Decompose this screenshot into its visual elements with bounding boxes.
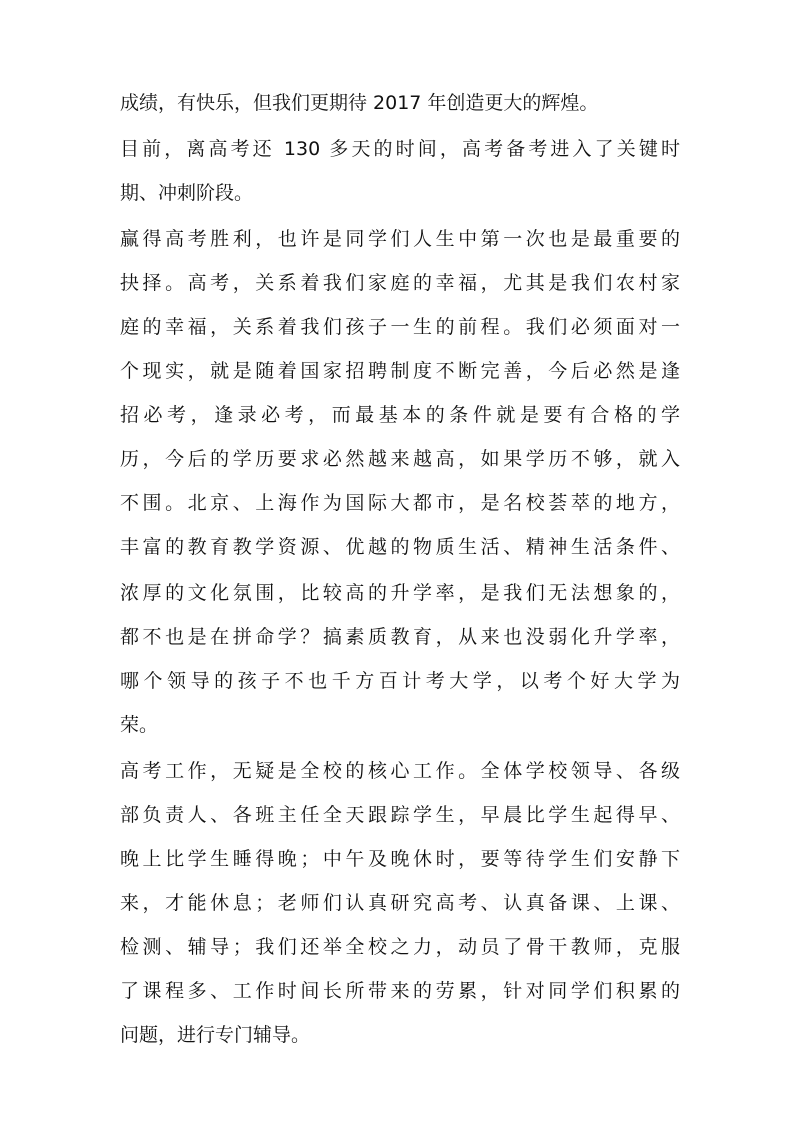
text-line-4: 赢得高考胜利，也许是同学们人生中第一次也是最重要的	[120, 228, 680, 250]
text-line-11: 丰富的教育教学资源、优越的物质生活、精神生活条件、	[120, 536, 680, 558]
text-line-22: 问题，进行专门辅导。	[120, 1024, 311, 1046]
text-line-15: 荣。	[120, 714, 159, 736]
text-line-1: 成绩，有快乐，但我们更期待 2017 年创造更大的辉煌。	[120, 92, 599, 114]
text-line-19: 来，才能休息；老师们认真研究高考、认真备课、上课、	[120, 892, 680, 914]
text-line-10: 不围。北京、上海作为国际大都市，是名校荟萃的地方，	[120, 492, 680, 514]
text-line-17: 部负责人、各班主任全天跟踪学生，早晨比学生起得早、	[120, 804, 680, 826]
text-line-5: 抉择。高考，关系着我们家庭的幸福，尤其是我们农村家	[120, 272, 680, 294]
text-line-21: 了课程多、工作时间长所带来的劳累，针对同学们积累的	[120, 980, 680, 1002]
text-line-9: 历，今后的学历要求必然越来越高，如果学历不够，就入	[120, 448, 680, 470]
text-line-20: 检测、辅导；我们还举全校之力，动员了骨干教师，克服	[120, 936, 680, 958]
text-line-7: 个现实，就是随着国家招聘制度不断完善，今后必然是逢	[120, 360, 680, 382]
text-line-16: 高考工作，无疑是全校的核心工作。全体学校领导、各级	[120, 760, 680, 782]
text-line-14: 哪个领导的孩子不也千方百计考大学，以考个好大学为	[120, 670, 680, 692]
text-line-8: 招必考，逢录必考，而最基本的条件就是要有合格的学	[120, 404, 680, 426]
text-line-18: 晚上比学生睡得晚；中午及晚休时，要等待学生们安静下	[120, 848, 680, 870]
text-line-2: 目前，离高考还 130 多天的时间，高考备考进入了关键时	[120, 138, 680, 160]
text-line-6: 庭的幸福，关系着我们孩子一生的前程。我们必须面对一	[120, 316, 680, 338]
text-line-13: 都不也是在拼命学？搞素质教育，从来也没弱化升学率，	[120, 626, 680, 648]
text-line-3: 期、冲刺阶段。	[120, 182, 254, 204]
text-line-12: 浓厚的文化氛围，比较高的升学率，是我们无法想象的，	[120, 582, 680, 604]
